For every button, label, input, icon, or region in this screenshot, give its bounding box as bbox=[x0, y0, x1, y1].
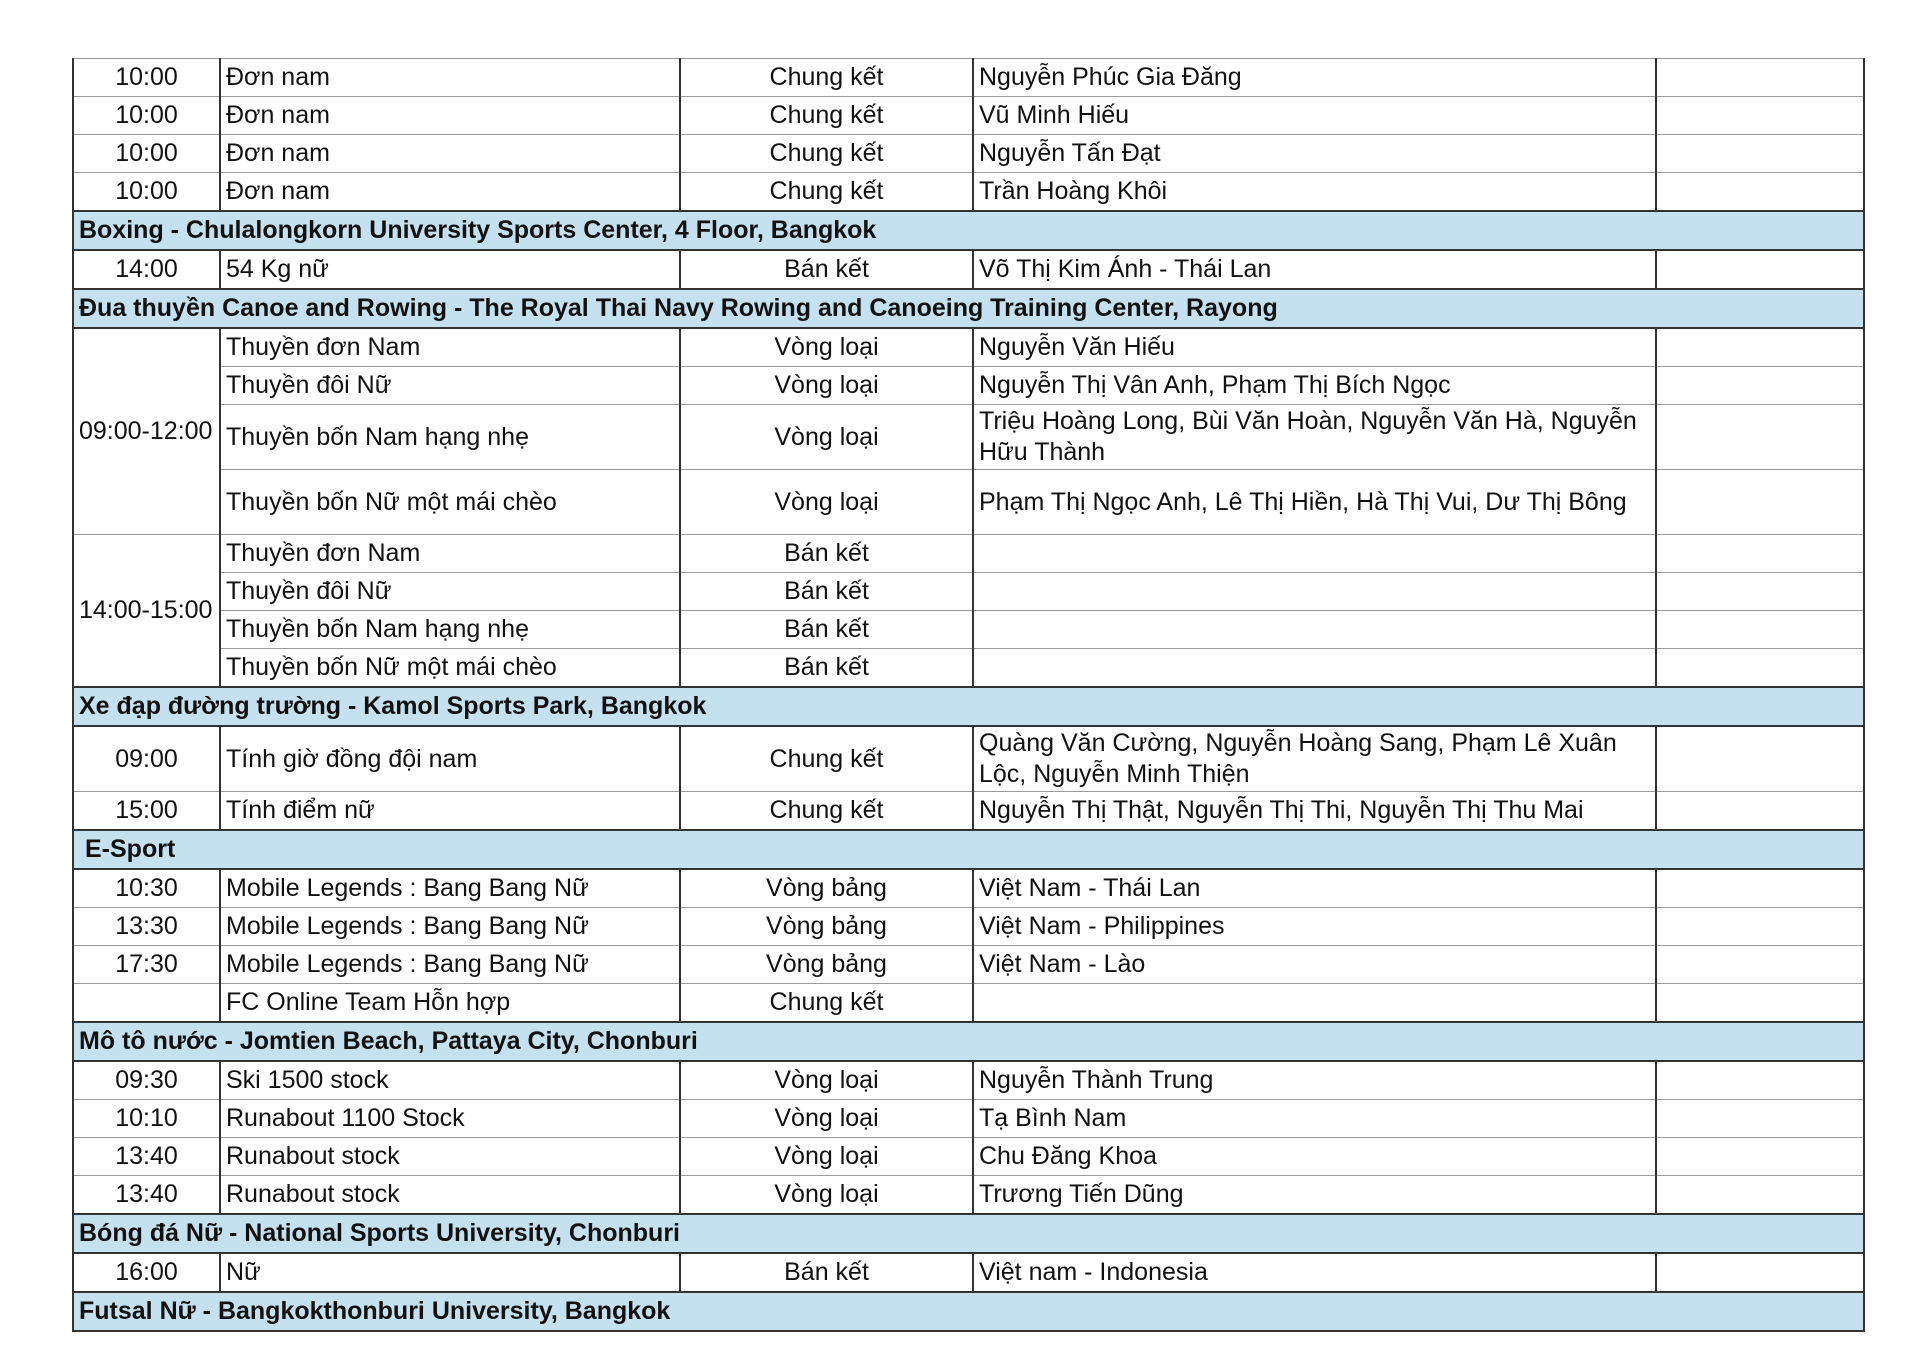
time-cell: 10:10 bbox=[73, 1100, 220, 1138]
round-cell: Chung kết bbox=[680, 59, 973, 97]
empty-cell bbox=[1656, 1138, 1864, 1176]
empty-cell bbox=[1656, 649, 1864, 688]
round-cell: Bán kết bbox=[680, 1253, 973, 1292]
section-title: Futsal Nữ - Bangkokthonburi University, Bangkok bbox=[73, 1292, 1864, 1331]
empty-cell bbox=[1656, 328, 1864, 367]
time-cell: 13:40 bbox=[73, 1176, 220, 1215]
round-cell: Chung kết bbox=[680, 726, 973, 792]
time-cell: 14:00 bbox=[73, 250, 220, 289]
athletes-cell: Trương Tiến Dũng bbox=[973, 1176, 1656, 1215]
event-cell: Tính giờ đồng đội nam bbox=[220, 726, 680, 792]
event-cell: Nữ bbox=[220, 1253, 680, 1292]
empty-cell bbox=[1656, 1253, 1864, 1292]
time-cell: 10:00 bbox=[73, 173, 220, 212]
table-row bbox=[73, 869, 1864, 908]
section-header-esport bbox=[73, 830, 1864, 869]
round-cell: Chung kết bbox=[680, 135, 973, 173]
empty-cell bbox=[1656, 984, 1864, 1023]
time-cell: 10:30 bbox=[73, 869, 220, 908]
athletes-cell: Nguyễn Tấn Đạt bbox=[973, 135, 1656, 173]
event-cell: Ski 1500 stock bbox=[220, 1061, 680, 1100]
event-cell: Thuyền đôi Nữ bbox=[220, 573, 680, 611]
section-title: Đua thuyền Canoe and Rowing - The Royal Thai Navy Rowing and Canoeing Training Center, Rayong bbox=[73, 289, 1864, 328]
event-cell: Tính điểm nữ bbox=[220, 792, 680, 831]
time-cell: 13:30 bbox=[73, 908, 220, 946]
event-cell: Runabout stock bbox=[220, 1138, 680, 1176]
event-cell: Thuyền bốn Nam hạng nhẹ bbox=[220, 611, 680, 649]
event-cell: Thuyền bốn Nam hạng nhẹ bbox=[220, 405, 680, 470]
round-cell: Bán kết bbox=[680, 535, 973, 573]
table-row bbox=[73, 367, 1864, 405]
schedule-sheet bbox=[72, 58, 1863, 1332]
time-cell: 14:00-15:00 bbox=[73, 535, 220, 688]
empty-cell bbox=[1656, 1061, 1864, 1100]
event-cell: Mobile Legends : Bang Bang Nữ bbox=[220, 946, 680, 984]
empty-cell bbox=[1656, 405, 1864, 470]
table-row bbox=[73, 535, 1864, 573]
empty-cell bbox=[1656, 792, 1864, 831]
round-cell: Bán kết bbox=[680, 250, 973, 289]
athletes-cell: Việt nam - Indonesia bbox=[973, 1253, 1656, 1292]
round-cell: Vòng loại bbox=[680, 367, 973, 405]
time-cell bbox=[73, 984, 220, 1023]
athletes-cell: Tạ Bình Nam bbox=[973, 1100, 1656, 1138]
empty-cell bbox=[1656, 367, 1864, 405]
event-cell: Thuyền đôi Nữ bbox=[220, 367, 680, 405]
athletes-cell: Chu Đăng Khoa bbox=[973, 1138, 1656, 1176]
athletes-cell: Triệu Hoàng Long, Bùi Văn Hoàn, Nguyễn Văn Hà, Nguyễn Hữu Thành bbox=[973, 405, 1656, 470]
event-cell: Mobile Legends : Bang Bang Nữ bbox=[220, 908, 680, 946]
round-cell: Bán kết bbox=[680, 573, 973, 611]
athletes-cell bbox=[973, 611, 1656, 649]
event-cell: Runabout 1100 Stock bbox=[220, 1100, 680, 1138]
section-title: Boxing - Chulalongkorn University Sports Center, 4 Floor, Bangkok bbox=[73, 211, 1864, 250]
table-row bbox=[73, 1061, 1864, 1100]
round-cell: Vòng bảng bbox=[680, 908, 973, 946]
athletes-cell: Nguyễn Thị Vân Anh, Phạm Thị Bích Ngọc bbox=[973, 367, 1656, 405]
table-row bbox=[73, 1138, 1864, 1176]
table-row bbox=[73, 792, 1864, 831]
empty-cell bbox=[1656, 946, 1864, 984]
schedule-table bbox=[72, 58, 1865, 1332]
table-row bbox=[73, 726, 1864, 792]
athletes-cell: Trần Hoàng Khôi bbox=[973, 173, 1656, 212]
table-row bbox=[73, 611, 1864, 649]
section-header-canoe bbox=[73, 289, 1864, 328]
table-row bbox=[73, 1253, 1864, 1292]
athletes-cell: Võ Thị Kim Ánh - Thái Lan bbox=[973, 250, 1656, 289]
athletes-cell bbox=[973, 573, 1656, 611]
time-cell: 10:00 bbox=[73, 97, 220, 135]
table-row bbox=[73, 984, 1864, 1023]
round-cell: Vòng loại bbox=[680, 470, 973, 535]
round-cell: Chung kết bbox=[680, 984, 973, 1023]
event-cell: Thuyền đơn Nam bbox=[220, 535, 680, 573]
athletes-cell bbox=[973, 649, 1656, 688]
table-row bbox=[73, 135, 1864, 173]
section-header-jetski bbox=[73, 1022, 1864, 1061]
round-cell: Vòng loại bbox=[680, 1100, 973, 1138]
round-cell: Vòng bảng bbox=[680, 946, 973, 984]
table-row bbox=[73, 250, 1864, 289]
event-cell: Thuyền bốn Nữ một mái chèo bbox=[220, 470, 680, 535]
section-title: Mô tô nước - Jomtien Beach, Pattaya City, Chonburi bbox=[73, 1022, 1864, 1061]
section-header-football bbox=[73, 1214, 1864, 1253]
empty-cell bbox=[1656, 1100, 1864, 1138]
section-title: Xe đạp đường trường - Kamol Sports Park, Bangkok bbox=[73, 687, 1864, 726]
round-cell: Vòng loại bbox=[680, 1061, 973, 1100]
round-cell: Vòng loại bbox=[680, 1138, 973, 1176]
event-cell: Đơn nam bbox=[220, 59, 680, 97]
time-cell: 16:00 bbox=[73, 1253, 220, 1292]
event-cell: Runabout stock bbox=[220, 1176, 680, 1215]
empty-cell bbox=[1656, 470, 1864, 535]
athletes-cell: Việt Nam - Lào bbox=[973, 946, 1656, 984]
round-cell: Vòng bảng bbox=[680, 869, 973, 908]
time-cell: 09:00-12:00 bbox=[73, 328, 220, 535]
table-row bbox=[73, 470, 1864, 535]
round-cell: Vòng loại bbox=[680, 405, 973, 470]
athletes-cell: Quàng Văn Cường, Nguyễn Hoàng Sang, Phạm Lê Xuân Lộc, Nguyễn Minh Thiện bbox=[973, 726, 1656, 792]
table-row bbox=[73, 173, 1864, 212]
time-cell: 17:30 bbox=[73, 946, 220, 984]
round-cell: Bán kết bbox=[680, 611, 973, 649]
athletes-cell: Việt Nam - Thái Lan bbox=[973, 869, 1656, 908]
time-cell: 13:40 bbox=[73, 1138, 220, 1176]
round-cell: Chung kết bbox=[680, 792, 973, 831]
athletes-cell: Nguyễn Văn Hiếu bbox=[973, 328, 1656, 367]
section-header-cycling bbox=[73, 687, 1864, 726]
athletes-cell: Vũ Minh Hiếu bbox=[973, 97, 1656, 135]
empty-cell bbox=[1656, 535, 1864, 573]
event-cell: Thuyền đơn Nam bbox=[220, 328, 680, 367]
empty-cell bbox=[1656, 726, 1864, 792]
empty-cell bbox=[1656, 97, 1864, 135]
table-row bbox=[73, 908, 1864, 946]
event-cell: 54 Kg nữ bbox=[220, 250, 680, 289]
time-cell: 09:00 bbox=[73, 726, 220, 792]
table-row bbox=[73, 328, 1864, 367]
athletes-cell: Nguyễn Phúc Gia Đăng bbox=[973, 59, 1656, 97]
event-cell: FC Online Team Hỗn hợp bbox=[220, 984, 680, 1023]
event-cell: Thuyền bốn Nữ một mái chèo bbox=[220, 649, 680, 688]
section-header-boxing bbox=[73, 211, 1864, 250]
event-cell: Đơn nam bbox=[220, 173, 680, 212]
round-cell: Bán kết bbox=[680, 649, 973, 688]
event-cell: Đơn nam bbox=[220, 97, 680, 135]
empty-cell bbox=[1656, 1176, 1864, 1215]
event-cell: Mobile Legends : Bang Bang Nữ bbox=[220, 869, 680, 908]
round-cell: Chung kết bbox=[680, 97, 973, 135]
empty-cell bbox=[1656, 59, 1864, 97]
table-row bbox=[73, 405, 1864, 470]
empty-cell bbox=[1656, 250, 1864, 289]
table-row bbox=[73, 97, 1864, 135]
athletes-cell bbox=[973, 984, 1656, 1023]
athletes-cell: Nguyễn Thị Thật, Nguyễn Thị Thi, Nguyễn Thị Thu Mai bbox=[973, 792, 1656, 831]
empty-cell bbox=[1656, 573, 1864, 611]
time-cell: 09:30 bbox=[73, 1061, 220, 1100]
time-cell: 10:00 bbox=[73, 59, 220, 97]
empty-cell bbox=[1656, 869, 1864, 908]
table-row bbox=[73, 1100, 1864, 1138]
empty-cell bbox=[1656, 135, 1864, 173]
athletes-cell: Việt Nam - Philippines bbox=[973, 908, 1656, 946]
section-title: Bóng đá Nữ - National Sports University, Chonburi bbox=[73, 1214, 1864, 1253]
table-row bbox=[73, 1176, 1864, 1215]
table-row bbox=[73, 946, 1864, 984]
round-cell: Vòng loại bbox=[680, 1176, 973, 1215]
empty-cell bbox=[1656, 173, 1864, 212]
round-cell: Vòng loại bbox=[680, 328, 973, 367]
round-cell: Chung kết bbox=[680, 173, 973, 212]
section-title: E-Sport bbox=[73, 830, 1864, 869]
section-header-futsal bbox=[73, 1292, 1864, 1331]
athletes-cell bbox=[973, 535, 1656, 573]
empty-cell bbox=[1656, 611, 1864, 649]
empty-cell bbox=[1656, 908, 1864, 946]
table-row bbox=[73, 59, 1864, 97]
time-cell: 15:00 bbox=[73, 792, 220, 831]
table-row bbox=[73, 649, 1864, 688]
athletes-cell: Phạm Thị Ngọc Anh, Lê Thị Hiền, Hà Thị Vui, Dư Thị Bông bbox=[973, 470, 1656, 535]
event-cell: Đơn nam bbox=[220, 135, 680, 173]
time-cell: 10:00 bbox=[73, 135, 220, 173]
athletes-cell: Nguyễn Thành Trung bbox=[973, 1061, 1656, 1100]
table-row bbox=[73, 573, 1864, 611]
